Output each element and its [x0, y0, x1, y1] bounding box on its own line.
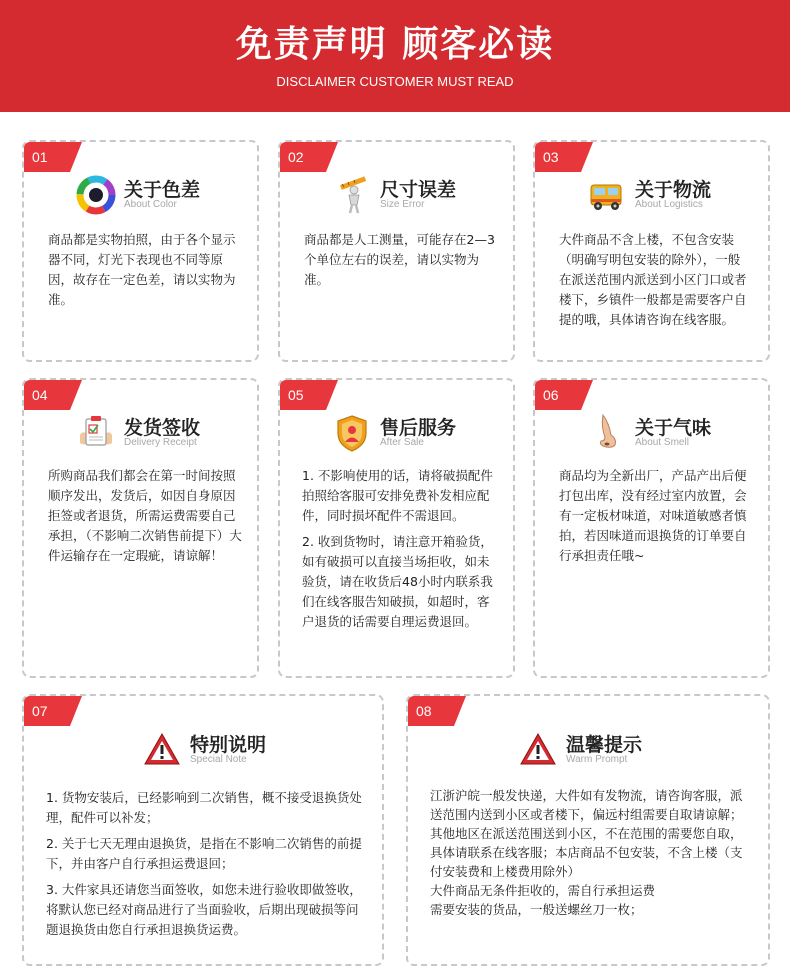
card-delivery-receipt	[22, 378, 259, 678]
card-special-note	[22, 694, 384, 966]
card-title: 关于气味	[635, 417, 712, 439]
card-subtitle: Warm Prompt	[566, 754, 628, 765]
card-body	[430, 786, 754, 919]
header-banner	[0, 0, 790, 112]
card-paragraph: 江浙沪皖一般发快递，大件如有发物流，请咨询客服，派送范围内送到小区或者楼下，偏远村组需要自取请谅解；其他地区在派送范围送到小区，不在范围的需要您自取，具体请联系在线客服；本店商品不包安装，不含上楼（支付安装费和上楼费用除外）	[430, 788, 743, 879]
card-number: 07	[24, 696, 70, 726]
card-header	[332, 175, 512, 215]
card-title: 尺寸误差	[380, 179, 457, 201]
page-subtitle: DISCLAIMER CUSTOMER MUST READ	[276, 74, 514, 89]
ruler-person-icon	[332, 175, 372, 215]
card-paragraph: 所购商品我们都会在第一时间按照顺序发出，发货后，如因自身原因拒签或者退货，所需运费需要自己承担，（不影响二次销售前提下）大件运输存在一定瑕疵，请谅解！	[48, 468, 242, 563]
card-paragraph: 商品都是实物拍照，由于各个显示器不同，灯光下表现也不同等原因，故存在一定色差，请以实物为准。	[48, 232, 236, 307]
card-body	[559, 466, 753, 572]
card-warm-prompt	[406, 694, 770, 966]
card-number: 06	[535, 380, 581, 410]
card-header	[76, 175, 256, 215]
card-header	[332, 413, 512, 453]
card-title: 关于物流	[635, 179, 712, 201]
card-paragraph: 1. 货物安装后，已经影响到二次销售，概不接受退换货处理，配件可以补发；	[46, 790, 362, 825]
card-body	[48, 466, 242, 572]
card-header	[518, 730, 718, 770]
clipboard-receipt-icon	[76, 413, 116, 453]
card-title: 售后服务	[380, 417, 457, 439]
card-number: 02	[280, 142, 326, 172]
card-subtitle: Size Error	[380, 199, 425, 210]
card-number: 01	[24, 142, 70, 172]
card-number: 04	[24, 380, 70, 410]
page-title: 免责声明 顾客必读	[235, 24, 555, 65]
card-header	[587, 413, 767, 453]
card-paragraph: 1. 不影响使用的话，请将破损配件拍照给客服可安排免费补发相应配件，同时损坏配件不需退回。	[302, 468, 493, 523]
card-body	[46, 788, 366, 946]
card-paragraph: 商品均为全新出厂，产品产出后便打包出库，没有经过室内放置，会有一定板材味道，对味道敏感者慎拍，若因味道而退换货的订单要自行承担责任哦~	[559, 468, 747, 563]
card-about-logistics	[533, 140, 770, 362]
card-body	[302, 466, 498, 638]
card-paragraph: 2. 收到货物时，请注意开箱验货，如有破损可以直接当场拒收，如未验货，请在收货后48小时内联系我们在线客服告知破损，如超时，客户退货的话需要自理运费退回。	[302, 534, 493, 629]
card-subtitle: About Smell	[635, 437, 689, 448]
card-about-color	[22, 140, 259, 362]
card-header	[587, 175, 767, 215]
card-title: 特别说明	[190, 734, 267, 756]
card-number: 05	[280, 380, 326, 410]
card-about-smell	[533, 378, 770, 678]
card-paragraph: 大件商品无条件拒收的，需自行承担运费	[430, 883, 656, 898]
warning-triangle-icon	[518, 730, 558, 770]
nose-icon	[587, 413, 627, 453]
card-subtitle: Delivery Receipt	[124, 437, 197, 448]
card-body	[48, 230, 240, 316]
card-paragraph: 商品都是人工测量，可能存在2—3个单位左右的误差，请以实物为准。	[304, 232, 495, 287]
card-subtitle: Special Note	[190, 754, 247, 765]
shield-person-icon	[332, 413, 372, 453]
card-body	[559, 230, 751, 336]
card-number: 03	[535, 142, 581, 172]
card-title: 温馨提示	[566, 734, 643, 756]
card-subtitle: About Color	[124, 199, 177, 210]
card-body	[304, 230, 496, 296]
card-header	[76, 413, 256, 453]
warning-triangle-icon	[142, 730, 182, 770]
card-paragraph: 3. 大件家具还请您当面签收，如您未进行验收即做签收，将默认您已经对商品进行了当面验收，后期出现破损等问题退换货由您自行承担退换货运费。	[46, 882, 362, 937]
card-number: 08	[408, 696, 454, 726]
delivery-truck-icon	[587, 175, 627, 215]
card-title: 发货签收	[124, 417, 201, 439]
card-after-sale	[278, 378, 515, 678]
card-header	[142, 730, 342, 770]
card-paragraph: 需要安装的货品，一般送螺丝刀一枚；	[430, 902, 643, 917]
card-paragraph: 2. 关于七天无理由退换货，是指在不影响二次销售的前提下，并由客户自行承担运费退回；	[46, 836, 362, 871]
card-size-error	[278, 140, 515, 362]
card-subtitle: About Logistics	[635, 199, 703, 210]
card-paragraph: 大件商品不含上楼，不包含安装（明确写明包安装的除外），一般在派送范围内派送到小区门口或者楼下，乡镇件一般都是需要客户自提的哦，具体请咨询在线客服。	[559, 232, 747, 327]
card-subtitle: After Sale	[380, 437, 424, 448]
color-wheel-icon	[76, 175, 116, 215]
card-title: 关于色差	[124, 179, 201, 201]
